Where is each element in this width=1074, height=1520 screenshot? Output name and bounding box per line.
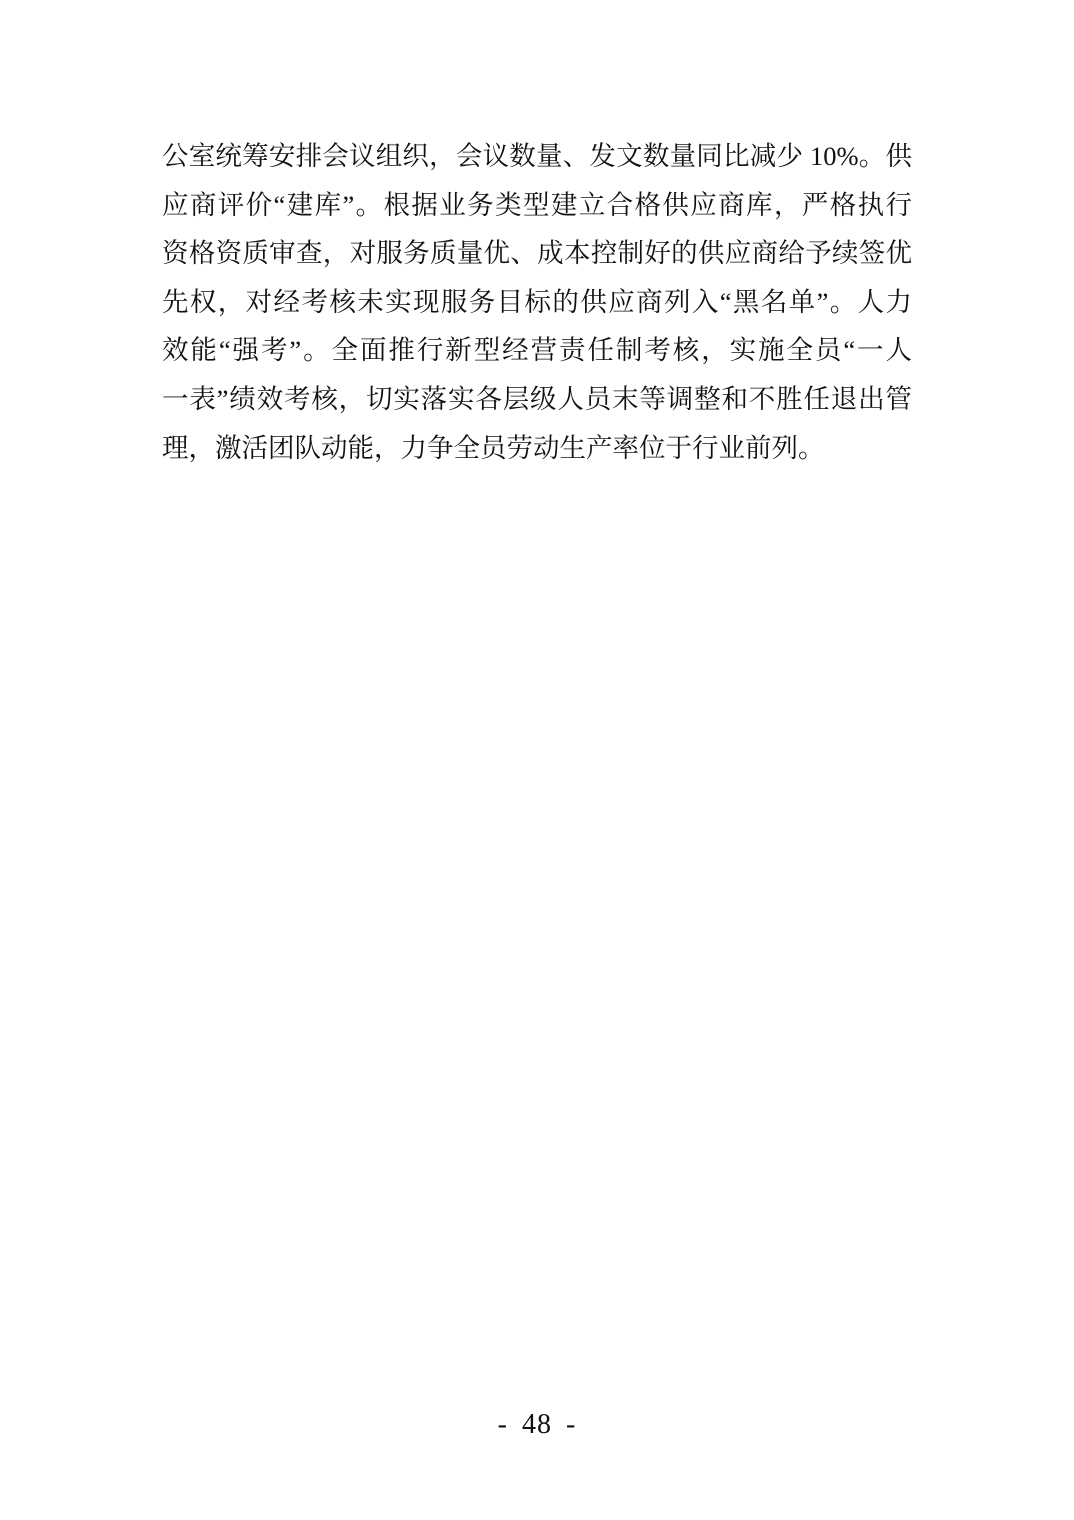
text-line-3: 资格资质审查，对服务质量优、成本控制好的供应商给予续签优 <box>162 238 912 269</box>
text-line-1: 公室统筹安排会议组织，会议数量、发文数量同比减少 10%。供 <box>162 141 912 171</box>
text-line-7: 理，激活团队动能，力争全员劳动生产率位于行业前列。 <box>162 432 825 463</box>
text-line-6: 一表”绩效考核，切实落实各层级人员末等调整和不胜任退出管 <box>162 383 912 414</box>
text-line-5: 效能“强考”。全面推行新型经营责任制考核，实施全员“一人 <box>162 335 912 366</box>
body-text-block <box>162 132 912 472</box>
page-number: - 48 - <box>497 1409 577 1440</box>
text-line-4: 先权，对经考核未实现服务目标的供应商列入“黑名单”。人力 <box>162 286 912 317</box>
text-line-2: 应商评价“建库”。根据业务类型建立合格供应商库，严格执行 <box>162 189 912 220</box>
